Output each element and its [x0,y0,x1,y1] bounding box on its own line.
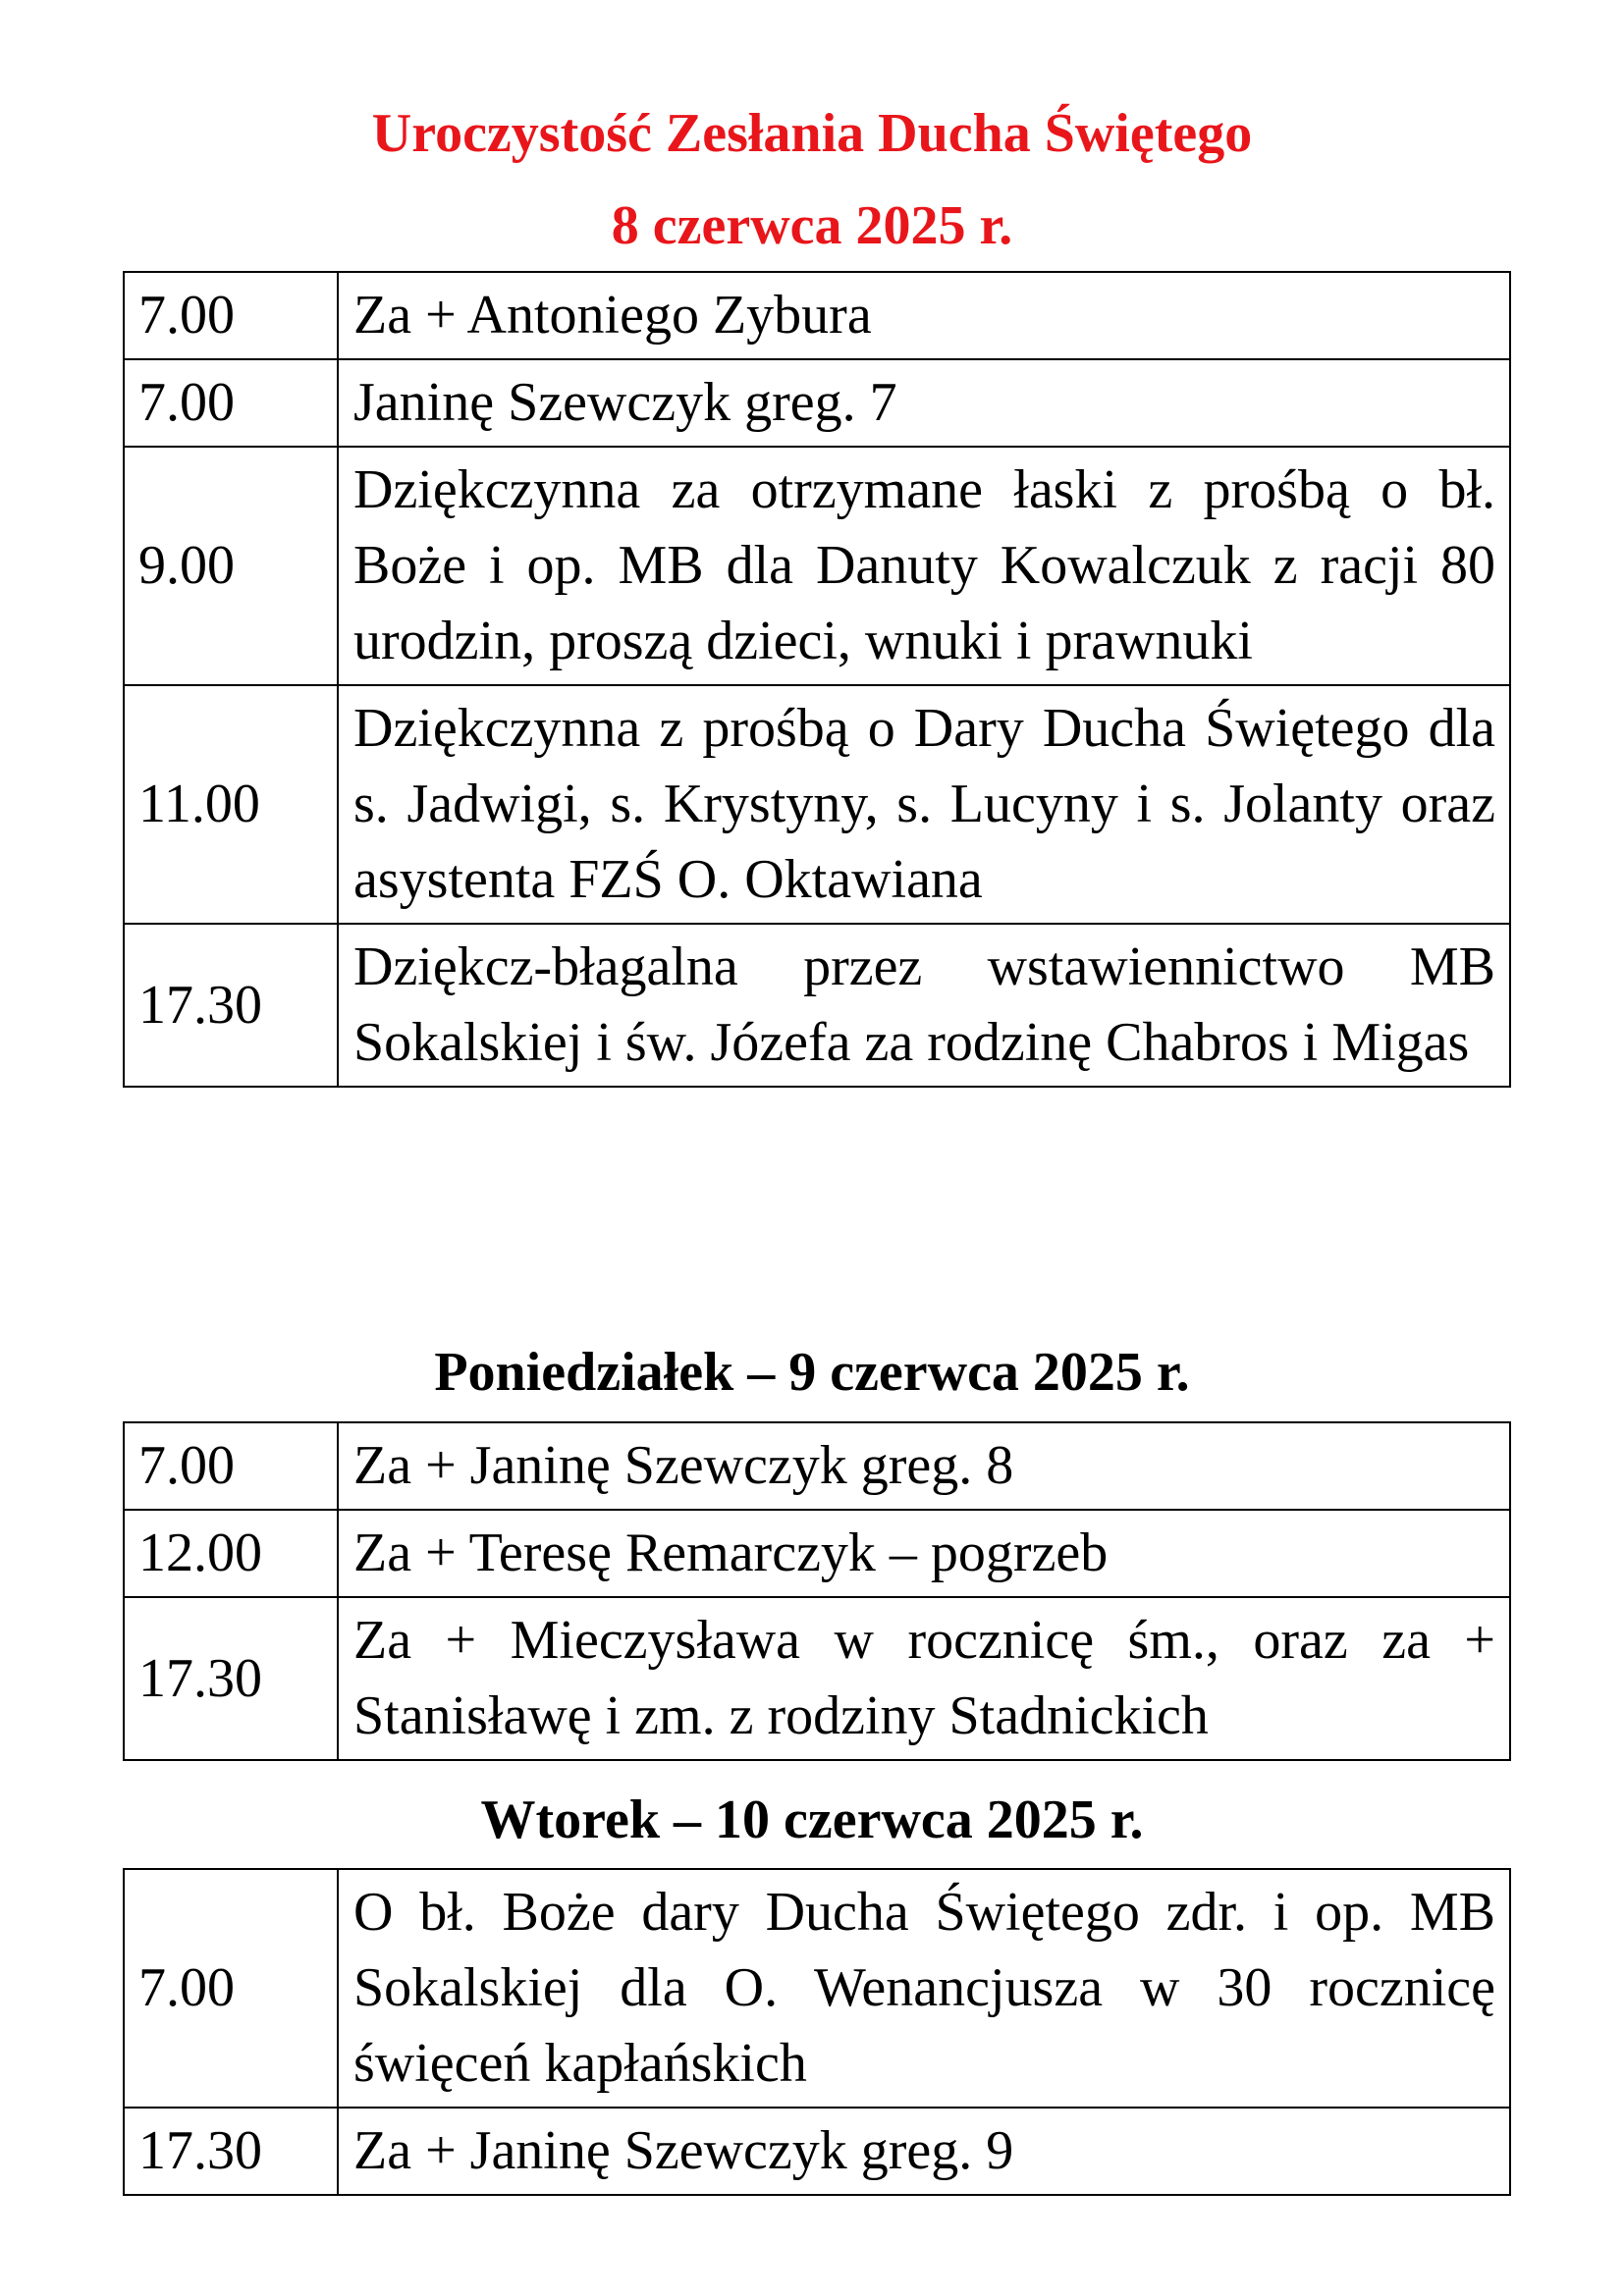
monday-title: Poniedziałek – 9 czerwca 2025 r. [434,1342,1190,1403]
table-row [124,1869,1510,2108]
mass-intention: Janinę Szewczyk greg. 7 [338,359,1510,447]
mass-intention: Za + Janinę Szewczyk greg. 8 [338,1422,1510,1510]
table-row [124,924,1510,1087]
mass-time: 7.00 [124,1869,338,2108]
table-row [124,1597,1510,1760]
mass-time: 12.00 [124,1510,338,1597]
mass-time: 17.30 [124,924,338,1087]
mass-time: 9.00 [124,447,338,685]
mass-time: 7.00 [124,1422,338,1510]
monday-mass-table [123,1421,1511,1761]
mass-time: 17.30 [124,1597,338,1760]
mass-intention: Dziękczynna za otrzymane łaski z prośbą o bł. Boże i op. MB dla Danuty Kowalczuk z racji 80 urodzin, proszą dzieci, wnuki i prawnuki [338,447,1510,685]
mass-time: 7.00 [124,359,338,447]
mass-intention: Dziękcz-błagalna przez wstawiennictwo MB Sokalskiej i św. Józefa za rodzinę Chabros i Migas [338,924,1510,1087]
table-row [124,359,1510,447]
feast-title: Uroczystość Zesłania Ducha Świętego [371,103,1253,164]
mass-intention: Dziękczynna z prośbą o Dary Ducha Świętego dla s. Jadwigi, s. Krystyny, s. Lucyny i s. Jolanty oraz asystenta FZŚ O. Oktawiana [338,685,1510,924]
feast-date: 8 czerwca 2025 r. [611,195,1013,256]
table-row [124,685,1510,924]
mass-intention: O bł. Boże dary Ducha Świętego zdr. i op. MB Sokalskiej dla O. Wenancjusza w 30 rocznicę święceń kapłańskich [338,1869,1510,2108]
mass-intention: Za + Antoniego Zybura [338,272,1510,359]
mass-time: 7.00 [124,272,338,359]
table-row [124,272,1510,359]
mass-intention: Za + Mieczysława w rocznicę śm., oraz za + Stanisławę i zm. z rodziny Stadnickich [338,1597,1510,1760]
mass-intention: Za + Teresę Remarczyk – pogrzeb [338,1510,1510,1597]
mass-time: 17.30 [124,2108,338,2195]
table-row [124,447,1510,685]
table-row [124,1510,1510,1597]
table-row [124,1422,1510,1510]
mass-time: 11.00 [124,685,338,924]
mass-intention: Za + Janinę Szewczyk greg. 9 [338,2108,1510,2195]
tuesday-title: Wtorek – 10 czerwca 2025 r. [480,1789,1144,1850]
feast-mass-table [123,271,1511,1088]
table-row [124,2108,1510,2195]
tuesday-mass-table [123,1868,1511,2196]
